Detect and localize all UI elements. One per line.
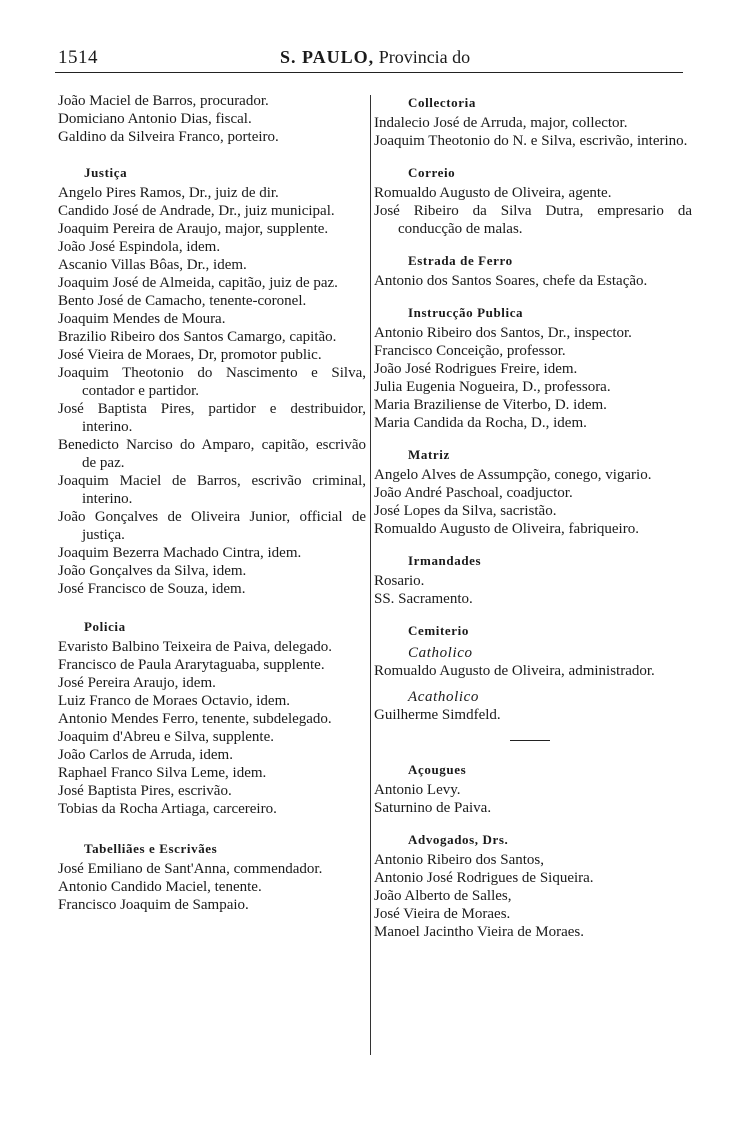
list-item: Manoel Jacintho Vieira de Moraes. [374,924,585,940]
list-item: José Vieira de Moraes. [374,906,511,922]
list-item: Saturnino de Paiva. [374,800,492,816]
list-item: Tobias da Rocha Artiaga, carcereiro. [58,801,277,817]
list-item: João Gonçalves de Oliveira Junior, official de justiça. [58,509,366,543]
section-heading: Collectoria [408,95,476,110]
section-heading: Advogados, Drs. [408,832,509,847]
section-cemiterio [374,622,692,724]
section-tabelliaes [58,840,366,914]
list-item: Candido José de Andrade, Dr., juiz municipal. [58,203,335,219]
section-intro [58,92,366,146]
section-estrada [374,252,692,290]
list-item: João José Espindola, idem. [58,239,221,255]
section-heading: Justiça [84,165,128,180]
subsection-heading: Acatholico [408,689,479,705]
running-title [280,47,470,68]
list-item: Maria Candida da Rocha, D., idem. [374,415,587,431]
list-item: Brazilio Ribeiro dos Santos Camargo, capitão. [58,329,337,345]
section-heading: Açougues [408,762,467,777]
section-separator [510,740,550,741]
section-heading: Estrada de Ferro [408,253,513,268]
list-item: José Francisco de Souza, idem. [58,581,246,597]
list-item: Galdino da Silveira Franco, porteiro. [58,129,279,145]
list-item: Romualdo Augusto de Oliveira, administrador. [374,663,655,679]
list-item: Maria Braziliense de Viterbo, D. idem. [374,397,607,413]
list-item: Rosario. [374,573,425,589]
list-item: Angelo Alves de Assumpção, conego, vigario. [374,467,652,483]
list-item: Joaquim Maciel de Barros, escrivão criminal, interino. [58,473,366,507]
list-item: José Vieira de Moraes, Dr, promotor public. [58,347,322,363]
list-item: José Pereira Araujo, idem. [58,675,216,691]
running-title-rest: Provincia do [374,47,471,67]
list-item: Antonio dos Santos Soares, chefe da Estação. [374,273,648,289]
list-item: Evaristo Balbino Teixeira de Paiva, delegado. [58,639,333,655]
section-irmandades [374,552,692,608]
list-item: Francisco Conceição, professor. [374,343,566,359]
list-item: Antonio José Rodrigues de Siqueira. [374,870,594,886]
list-item: Joaquim Theotonio do N. e Silva, escrivão, interino. [374,133,688,149]
list-item: José Baptista Pires, escrivão. [58,783,232,799]
list-item: João Alberto de Salles, [374,888,512,904]
right-column [374,92,692,941]
section-heading: Tabelliães e Escrivães [84,841,218,856]
list-item: João Carlos de Arruda, idem. [58,747,233,763]
list-item: Antonio Levy. [374,782,461,798]
section-justica [58,164,366,598]
section-heading: Irmandades [408,553,482,568]
section-advogados [374,831,692,941]
section-instruccao [374,304,692,432]
list-item: Joaquim d'Abreu e Silva, supplente. [58,729,274,745]
list-item: Bento José de Camacho, tenente-coronel. [58,293,307,309]
list-item: Luiz Franco de Moraes Octavio, idem. [58,693,291,709]
list-item: José Ribeiro da Silva Dutra, empresario da conducção de malas. [374,203,692,237]
section-heading: Correio [408,165,456,180]
list-item: Joaquim Theotonio do Nascimento e Silva, contador e partidor. [58,365,366,399]
section-heading: Cemiterio [408,623,469,638]
list-item: José Lopes da Silva, sacristão. [374,503,557,519]
running-title-bold: S. PAULO, [280,47,375,67]
list-item: Antonio Ribeiro dos Santos, Dr., inspector. [374,325,632,341]
list-item: Guilherme Simdfeld. [374,707,501,723]
list-item: Romualdo Augusto de Oliveira, agente. [374,185,612,201]
header-rule [55,72,683,73]
list-item: José Baptista Pires, partidor e destribuidor, interino. [58,401,366,435]
list-item: Joaquim José de Almeida, capitão, juiz de paz. [58,275,338,291]
list-item: Francisco de Paula Ararytaguaba, supplente. [58,657,325,673]
list-item: Antonio Mendes Ferro, tenente, subdelegado. [58,711,332,727]
list-item: João José Rodrigues Freire, idem. [374,361,578,377]
section-policia [58,618,366,818]
list-item: Antonio Candido Maciel, tenente. [58,879,262,895]
list-item: Romualdo Augusto de Oliveira, fabriqueiro. [374,521,639,537]
list-item: Julia Eugenia Nogueira, D., professora. [374,379,611,395]
list-item: Raphael Franco Silva Leme, idem. [58,765,267,781]
list-item: João André Paschoal, coadjuctor. [374,485,573,501]
left-column [58,92,366,914]
section-matriz [374,446,692,538]
page-header [58,47,678,71]
section-heading: Policia [84,619,126,634]
section-heading: Instrucção Publica [408,305,524,320]
list-item: Joaquim Bezerra Machado Cintra, idem. [58,545,302,561]
section-collectoria [374,94,692,150]
section-acougues [374,761,692,817]
list-item: José Emiliano de Sant'Anna, commendador. [58,861,323,877]
list-item: Joaquim Pereira de Araujo, major, supplente. [58,221,329,237]
subsection-heading: Catholico [408,645,473,661]
list-item: Domiciano Antonio Dias, fiscal. [58,111,252,127]
list-item: SS. Sacramento. [374,591,473,607]
list-item: Indalecio José de Arruda, major, collector. [374,115,628,131]
list-item: Ascanio Villas Bôas, Dr., idem. [58,257,247,273]
list-item: Angelo Pires Ramos, Dr., juiz de dir. [58,185,279,201]
list-item: Benedicto Narciso do Amparo, capitão, escrivão de paz. [58,437,366,471]
list-item: João Gonçalves da Silva, idem. [58,563,247,579]
section-heading: Matriz [408,447,450,462]
page-number: 1514 [58,47,98,68]
list-item: Joaquim Mendes de Moura. [58,311,226,327]
list-item: Francisco Joaquim de Sampaio. [58,897,249,913]
column-divider [370,95,371,1055]
list-item: Antonio Ribeiro dos Santos, [374,852,545,868]
section-correio [374,164,692,238]
list-item: João Maciel de Barros, procurador. [58,93,269,109]
